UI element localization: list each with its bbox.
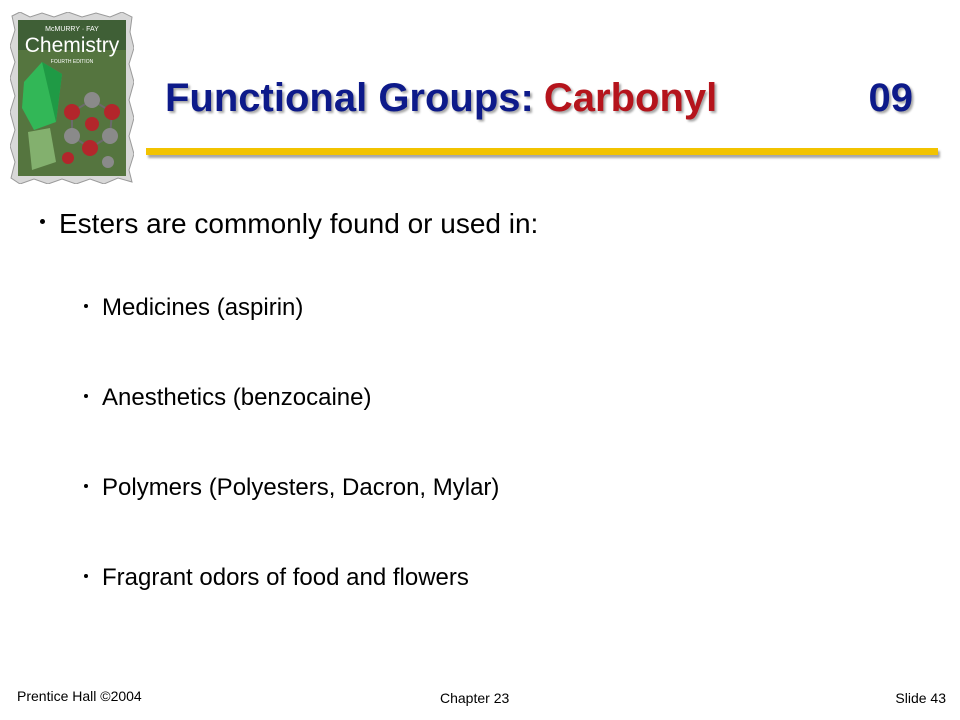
cover-title: Chemistry xyxy=(24,34,120,57)
main-bullet-text: Esters are commonly found or used in: xyxy=(59,208,539,239)
bullet-dot xyxy=(84,484,88,488)
bullet-dot xyxy=(84,304,88,308)
title-part-1: Functional Groups: xyxy=(165,76,534,120)
title-number: 09 xyxy=(868,76,913,120)
sub-bullet-text: Medicines (aspirin) xyxy=(102,294,304,321)
book-cover-image xyxy=(10,12,134,184)
sub-bullet-1 xyxy=(84,294,303,322)
sub-bullet-4 xyxy=(84,564,469,592)
cover-edition: FOURTH EDITION xyxy=(50,59,94,65)
bullet-dot xyxy=(84,574,88,578)
bullet-dot xyxy=(84,394,88,398)
footer-slide-number: Slide 43 xyxy=(895,690,946,706)
sub-bullet-text: Polymers (Polyesters, Dacron, Mylar) xyxy=(102,474,500,501)
sub-bullet-2 xyxy=(84,384,371,412)
slide-title xyxy=(165,76,925,136)
bullet-dot xyxy=(40,219,45,224)
title-underline-rule xyxy=(146,148,938,155)
footer-chapter: Chapter 23 xyxy=(440,690,510,706)
title-part-2: Carbonyl xyxy=(543,76,718,120)
footer-publisher: Prentice Hall ©2004 xyxy=(17,688,142,704)
cover-authors: McMURRY · FAY xyxy=(45,26,99,33)
main-bullet xyxy=(40,208,538,240)
sub-bullet-3 xyxy=(84,474,499,502)
sub-bullet-text: Fragrant odors of food and flowers xyxy=(102,564,469,591)
sub-bullet-text: Anesthetics (benzocaine) xyxy=(102,384,372,411)
